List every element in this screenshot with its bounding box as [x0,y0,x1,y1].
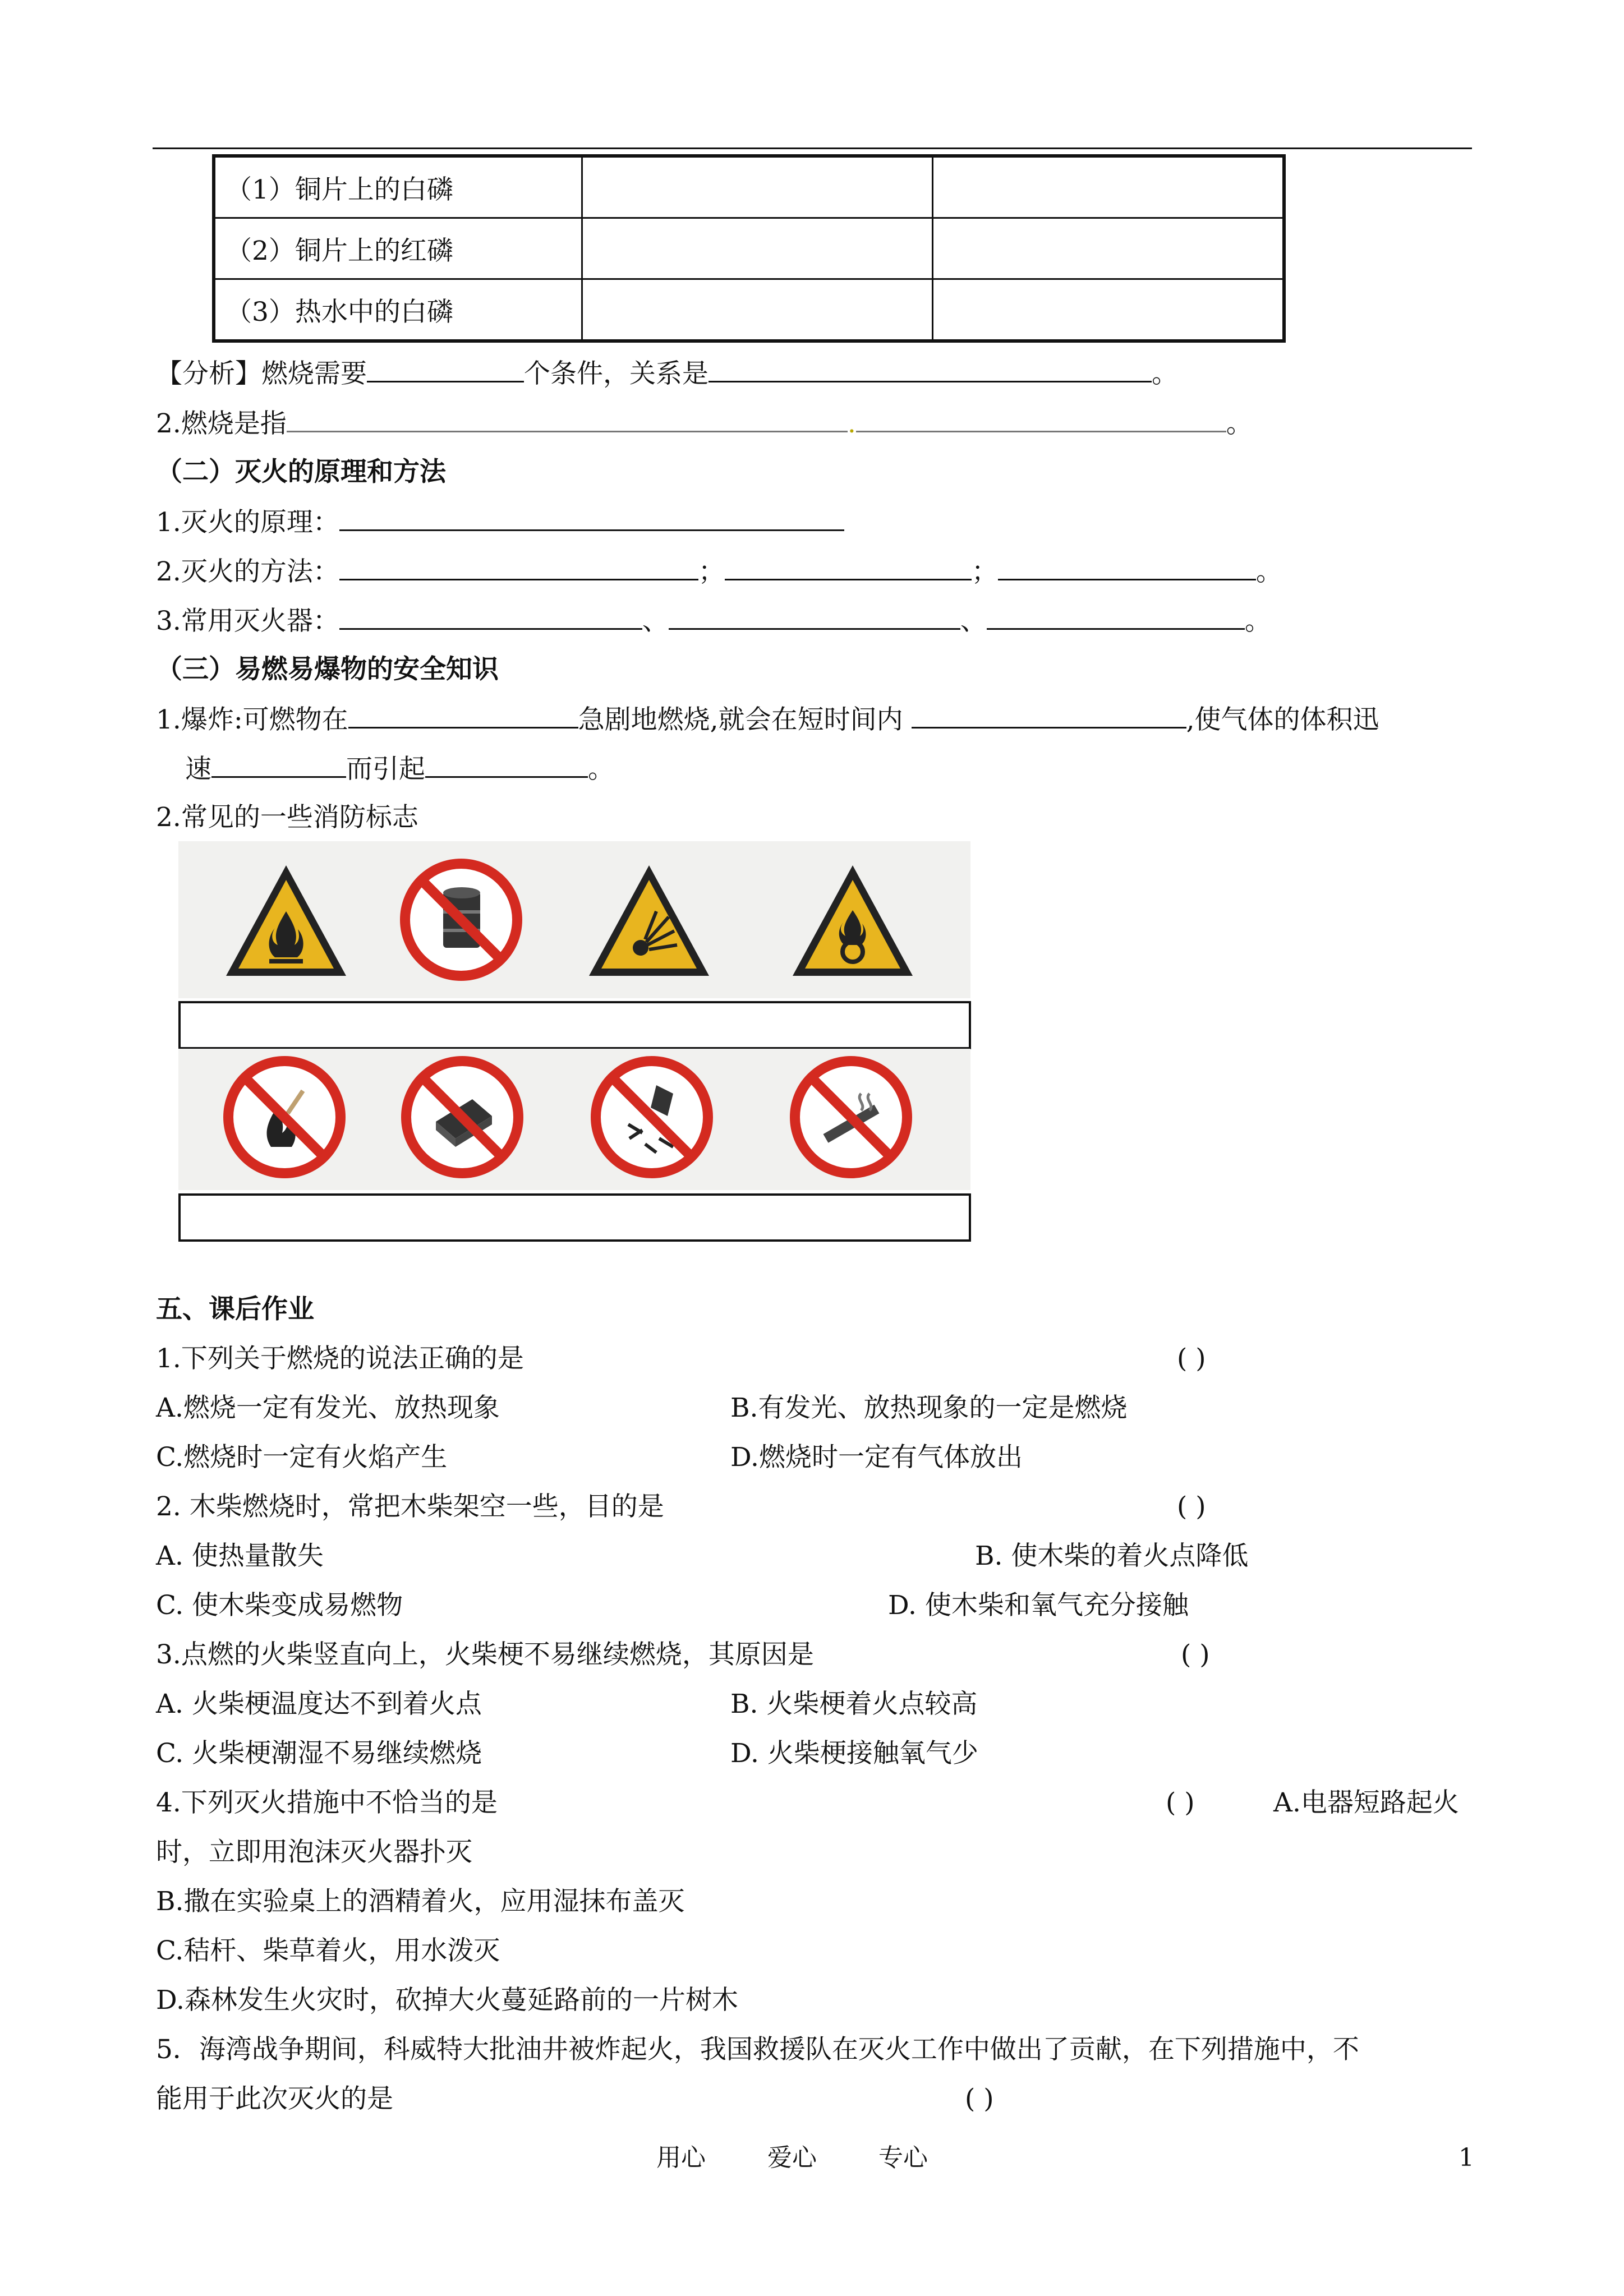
table-cell[interactable] [582,156,933,218]
blank[interactable] [367,356,524,382]
option: A.电器短路起火 [1273,1787,1459,1818]
experiment-table [212,154,1286,343]
explosion-line: 1.爆炸:可燃物在 急剧地燃烧,就会在短时间内 ,使气体的体积迅 [156,702,1379,737]
option: D.森林发生火灾时，砍掉大火蔓延路前的一片树木 [156,1985,738,2016]
question: 1.下列关于燃烧的说法正确的是 [156,1343,524,1374]
footer-text: 用心 [656,2143,706,2172]
table-cell-label: （1）铜片上的白磷 [214,156,582,218]
footer-text: 专心 [878,2143,928,2172]
no-matches-icon [399,1054,526,1181]
question: 3.点燃的火柴竖直向上，火柴梗不易继续燃烧，其原因是 [156,1639,814,1670]
oxidizer-warning-icon [788,861,917,981]
option: C.燃烧时一定有火焰产生 [156,1442,448,1473]
option: D. 使木柴和氧气充分接触 [888,1590,1189,1621]
option: A. 火柴梗温度达不到着火点 [156,1689,482,1719]
option: B. 火柴梗着火点较高 [730,1689,978,1719]
option: B.撒在实验桌上的酒精着火，应用湿抹布盖灭 [156,1886,685,1917]
principle-line: 1.灭火的原理： [156,505,844,540]
no-open-flame-icon [222,1054,348,1181]
option: D.燃烧时一定有气体放出 [730,1442,1023,1473]
definition-line: 2.燃烧是指 . 。 [156,406,1253,441]
section-title: （三）易燃易爆物的安全知识 [156,654,499,685]
option: B.有发光、放热现象的一定是燃烧 [730,1393,1128,1423]
question: 4.下列灭火措施中不恰当的是 [156,1787,498,1818]
blank[interactable] [998,554,1256,580]
option: D. 火柴梗接触氧气少 [730,1738,978,1769]
blank[interactable] [987,603,1245,630]
table-cell[interactable] [933,156,1285,218]
table-cell[interactable] [933,218,1285,279]
table-row [214,156,1284,218]
sign-label-box[interactable] [178,1001,971,1049]
no-smoking-icon [788,1054,914,1181]
no-flammables-icon [398,857,525,983]
signs-heading: 2.常见的一些消防标志 [156,802,418,833]
answer-paren[interactable]: ( ) [965,2083,994,2114]
answer-paren[interactable]: ( ) [1166,1787,1195,1818]
option: B. 使木柴的着火点降低 [975,1541,1249,1571]
explosion-line-2: 速 而引起 。 [185,751,614,786]
option: C.秸杆、柴草着火，用水泼灭 [156,1935,500,1966]
table-cell[interactable] [582,279,933,342]
extinguisher-line: 3.常用灭火器： 、 、 。 [156,603,1271,638]
page-number: 1 [1459,2143,1474,2172]
answer-paren[interactable]: ( ) [1181,1639,1210,1670]
answer-paren[interactable]: ( ) [1177,1491,1206,1522]
blank[interactable] [287,406,848,432]
blank[interactable] [725,554,972,580]
table-cell[interactable] [933,279,1285,342]
blank[interactable] [339,505,844,531]
table-cell-label: （2）铜片上的红磷 [214,218,582,279]
blank[interactable] [211,751,346,778]
blank[interactable] [856,406,1226,432]
blank[interactable] [669,603,960,630]
blank[interactable] [709,356,1152,382]
option: A.燃烧一定有发光、放热现象 [156,1393,500,1423]
method-line: 2.灭火的方法： ； ； 。 [156,554,1282,589]
analysis-line: 【分析】燃烧需要 个条件，关系是 。 [156,356,1178,391]
question: 5．海湾战争期间，科威特大批油井被炸起火，我国救援队在灭火工作中做出了贡献，在下列措施中，不 [156,2034,1359,2065]
table-row [214,218,1284,279]
footer-text: 爱心 [767,2143,817,2172]
option: 时，立即用泡沫灭火器扑灭 [156,1837,472,1868]
header-rule [153,147,1472,149]
option: A. 使热量散失 [156,1541,324,1571]
explosive-warning-icon [585,861,714,981]
table-cell-label: （3）热水中的白磷 [214,279,582,342]
blank[interactable] [912,702,1186,729]
question: 2. 木柴燃烧时，常把木柴架空一些，目的是 [156,1491,664,1522]
blank[interactable] [339,603,642,630]
table-row [214,279,1284,342]
homework-title: 五、课后作业 [156,1294,314,1325]
answer-paren[interactable]: ( ) [1177,1343,1206,1374]
sign-label-box[interactable] [178,1193,971,1242]
no-fireworks-icon [589,1054,715,1181]
option: C. 火柴梗潮湿不易继续燃烧 [156,1738,482,1769]
table-cell[interactable] [582,218,933,279]
blank[interactable] [339,554,698,580]
blank[interactable] [348,702,578,729]
section-title: （二）灭火的原理和方法 [156,457,446,487]
flammable-warning-icon [222,861,351,981]
option: C. 使木柴变成易燃物 [156,1590,403,1621]
blank[interactable] [425,751,588,778]
question-continued: 能用于此次灭火的是 [156,2083,393,2114]
